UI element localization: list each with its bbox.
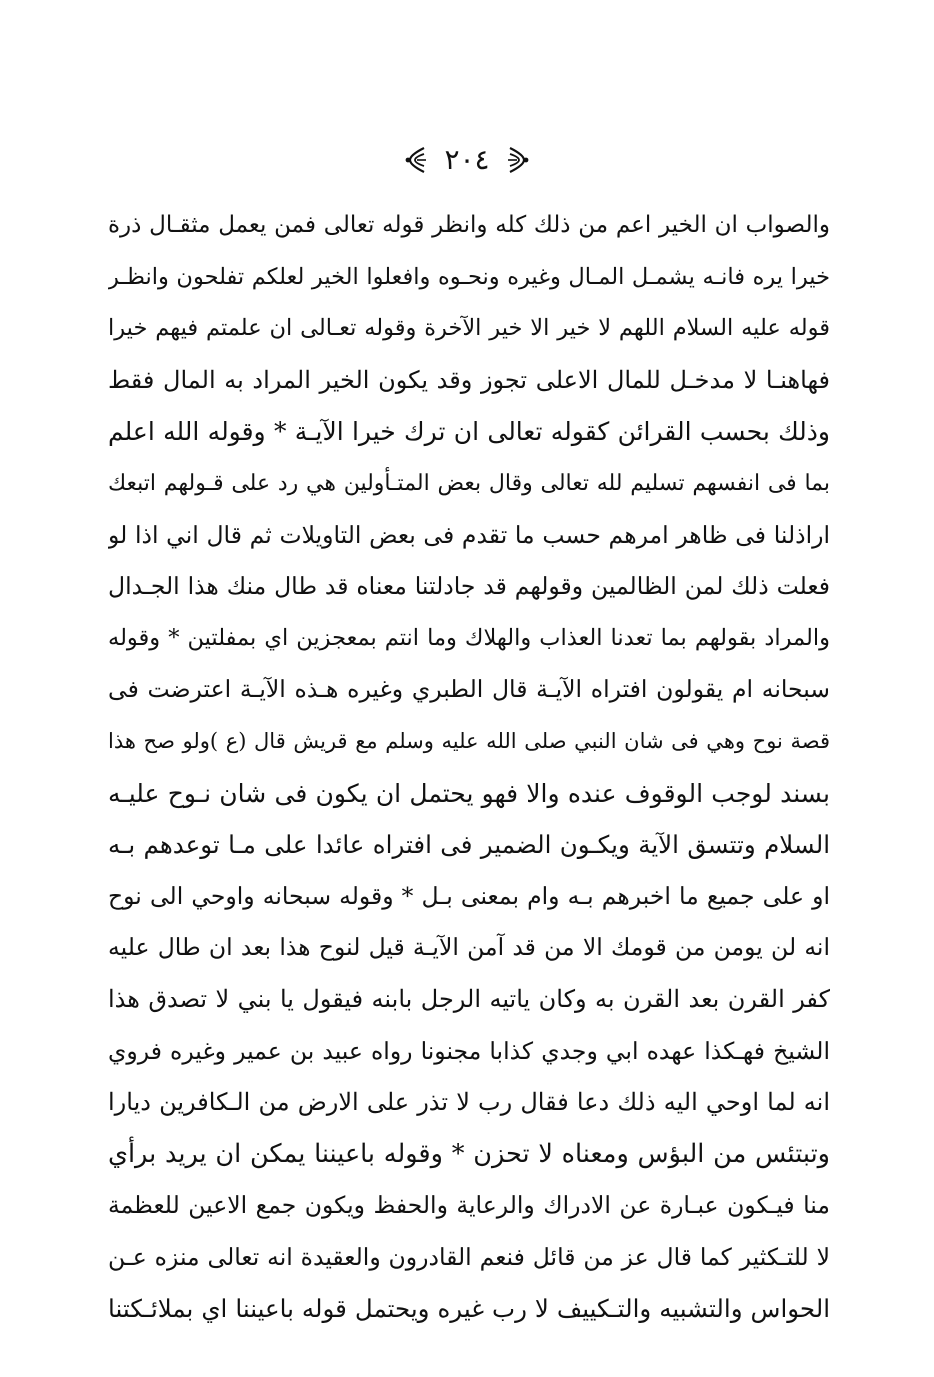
text-line: انه لما اوحي اليه ذلك دعا فقال رب لا تذر على الارض من الـكافرين ديارا [108, 1088, 830, 1117]
text-line: بما فى انفسهم تسليم لله تعالى وقال بعض المتـأولين هي رد على قـولهم اتبعك [108, 470, 830, 496]
floral-ornament-icon [404, 145, 430, 175]
text-line: كفر القرن بعد القرن به وكان ياتيه الرجل بابنه فيقول يا بني لا تصدق هذا [108, 984, 830, 1013]
text-line: سبحانه ام يقولون افتراه الآيـة قال الطبري وغيره هـذه الآيـة اعترضت فى [108, 675, 830, 704]
text-line: والصواب ان الخير اعم من ذلك كله وانظر قوله تعالى فمن يعمل مثقـال ذرة [108, 212, 830, 238]
text-line: بسند لوجب الوقوف عنده والا فهو يحتمل ان يكون فى شان نـوح عليـه [108, 778, 830, 808]
text-line: وذلك بحسب القرائن كقوله تعالى ان ترك خيرا الآيـة * وقوله الله اعلم [108, 417, 830, 447]
text-line: قصة نوح وهي فى شان النبي صلى الله عليه وسلم مع قريش قال (ع )ولو صح هذا [108, 728, 830, 753]
text-line: او على جميع ما اخبرهم بـه وام بمعنى بـل * وقوله سبحانه واوحي الى نوح [108, 881, 830, 910]
text-line: انه لن يومن من قومك الا من قد آمن الآيـة قيل لنوح هذا بعد ان طال عليه [108, 933, 830, 962]
text-line: والمراد بقولهم بما تعدنا العذاب والهلاك وما انتم بمعجزين اي بمفلتين * وقوله [108, 624, 830, 651]
page-header [0, 140, 934, 180]
floral-ornament-icon [504, 145, 530, 175]
text-line: خيرا يره فانـه يشمـل المـال وغيره ونحـوه وافعلوا الخير لعلكم تفلحون وانظـر [108, 263, 830, 290]
text-line: السلام وتتسق الآية ويكـون الضمير فى افتراه عائدا على مـا توعدهم بـه [108, 830, 830, 860]
text-line: قوله عليه السلام اللهم لا خير الا خير الآخرة وقوله تعـالى ان علمتم فيهم خيرا [108, 315, 830, 342]
text-line: وتبتئس من البؤس ومعناه لا تحزن * وقوله باعيننا يمكن ان يريد برأي [108, 1138, 830, 1169]
body-text [108, 200, 830, 1335]
text-line: الحواس والتشبيه والتـكييف لا رب غيره ويحتمل قوله باعيننا اي بملائـكتنا [108, 1294, 830, 1324]
text-line: منا فيـكون عبـارة عن الادراك والرعاية والحفظ ويكون جمع الاعين للعظمة [108, 1191, 830, 1220]
text-line: الشيخ فهـكذا عهده ابي وجدي كذابا مجنونا رواه عبيد بن عمير وغيره فروي [108, 1036, 830, 1065]
text-line: لا للتـكثير كما قال عز من قائل فنعم القادرون والعقيدة انه تعالى منزه عـن [108, 1242, 830, 1271]
page-number: ٢٠٤ [444, 143, 490, 176]
text-line: اراذلنا فى ظاهر امرهم حسب ما تقدم فى بعض التاويلات ثم قال اني اذا لو [108, 520, 830, 549]
text-line: فهاهنـا لا مدخـل للمال الاعلى تجوز وقد يكون الخير المراد به المال فقط [108, 365, 830, 394]
text-line: فعلت ذلك لمن الظالمين وقولهم قد جادلتنا معناه قد طال منك هذا الجـدال [108, 572, 830, 601]
